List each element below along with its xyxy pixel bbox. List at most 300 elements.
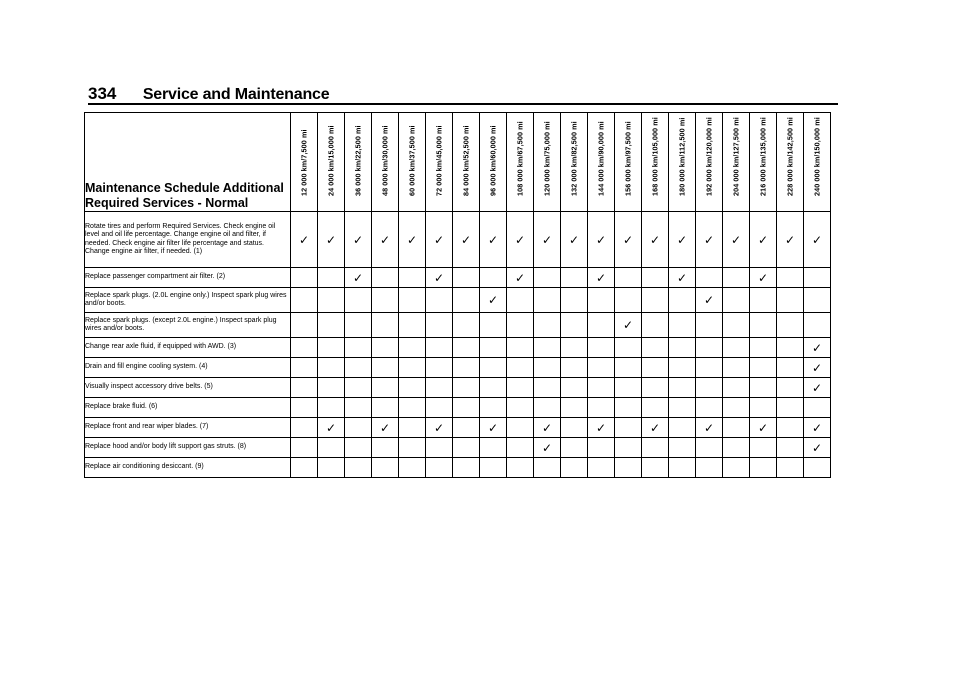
schedule-cell [426,338,453,358]
interval-header [318,113,345,212]
interval-header [804,113,831,212]
schedule-cell [561,378,588,398]
schedule-cell [615,398,642,418]
interval-header [561,113,588,212]
schedule-cell [561,458,588,478]
schedule-cell [804,313,831,338]
schedule-cell [345,458,372,478]
schedule-cell [291,438,318,458]
schedule-cell [507,458,534,478]
schedule-cell [507,313,534,338]
schedule-cell [723,438,750,458]
schedule-cell [426,313,453,338]
interval-label: 204 000 km/127,500 mi [731,117,741,196]
checkmark-icon: ✓ [676,270,688,285]
schedule-cell [345,418,372,438]
schedule-cell [453,358,480,378]
schedule-cell [372,212,399,268]
schedule-cell [318,212,345,268]
schedule-cell [723,313,750,338]
checkmark-icon: ✓ [703,420,715,435]
checkmark-icon: ✓ [487,420,499,435]
schedule-cell [588,313,615,338]
interval-header [777,113,804,212]
checkmark-icon: ✓ [487,293,499,307]
interval-label: 192 000 km/120,000 mi [704,117,714,196]
schedule-cell [291,268,318,288]
schedule-cell [696,212,723,268]
schedule-cell [399,438,426,458]
schedule-cell [669,313,696,338]
schedule-cell [291,212,318,268]
schedule-cell [507,418,534,438]
schedule-cell [318,358,345,378]
schedule-cell [453,458,480,478]
schedule-cell [561,212,588,268]
schedule-cell [291,458,318,478]
checkmark-icon: ✓ [784,232,796,247]
schedule-cell [696,268,723,288]
table-row [85,212,831,268]
interval-label: 144 000 km/90,000 mi [596,121,606,196]
schedule-cell [588,418,615,438]
schedule-cell [750,398,777,418]
table-row [85,313,831,338]
schedule-cell [318,313,345,338]
schedule-cell [777,378,804,398]
schedule-cell [399,313,426,338]
checkmark-icon: ✓ [811,380,823,395]
schedule-cell [750,358,777,378]
schedule-cell [723,288,750,313]
schedule-cell [345,438,372,458]
schedule-cell [642,438,669,458]
schedule-cell [534,358,561,378]
checkmark-icon: ✓ [406,232,418,247]
schedule-cell [399,268,426,288]
schedule-cell [318,378,345,398]
schedule-cell [426,358,453,378]
schedule-cell [291,288,318,313]
table-row [85,358,831,378]
service-description: Replace passenger compartment air filter. (2) [85,268,291,288]
schedule-cell [507,438,534,458]
schedule-cell [372,358,399,378]
schedule-cell [507,358,534,378]
schedule-cell [642,378,669,398]
schedule-cell [480,268,507,288]
service-description: Replace brake fluid. (6) [85,398,291,418]
schedule-cell [696,458,723,478]
schedule-cell [804,358,831,378]
schedule-cell [615,338,642,358]
service-description: Replace spark plugs. (except 2.0L engine.) Inspect spark plug wires and/or boots. [85,313,291,338]
schedule-cell [615,378,642,398]
schedule-cell [345,338,372,358]
interval-header [534,113,561,212]
schedule-cell [750,288,777,313]
schedule-cell [696,418,723,438]
schedule-cell [372,438,399,458]
checkmark-icon: ✓ [487,232,499,247]
schedule-cell [723,212,750,268]
checkmark-icon: ✓ [757,420,769,435]
schedule-cell [777,418,804,438]
checkmark-icon: ✓ [595,270,607,285]
interval-header-row [85,113,831,212]
schedule-cell [507,398,534,418]
interval-label: 120 000 km/75,000 mi [542,121,552,196]
schedule-cell [723,338,750,358]
schedule-cell [534,378,561,398]
checkmark-icon: ✓ [325,420,337,435]
interval-label: 36 000 km/22,500 mi [353,125,363,196]
checkmark-icon: ✓ [460,232,472,247]
schedule-cell [588,398,615,418]
table-row [85,288,831,313]
schedule-cell [723,358,750,378]
schedule-cell [669,438,696,458]
schedule-cell [804,268,831,288]
schedule-cell [399,358,426,378]
schedule-cell [642,358,669,378]
schedule-cell [453,338,480,358]
schedule-cell [696,398,723,418]
schedule-cell [318,438,345,458]
schedule-cell [588,338,615,358]
schedule-cell [696,438,723,458]
schedule-cell [480,313,507,338]
schedule-cell [291,378,318,398]
schedule-cell [696,378,723,398]
interval-header [723,113,750,212]
schedule-cell [696,313,723,338]
schedule-cell [723,268,750,288]
schedule-cell [669,458,696,478]
schedule-cell [318,288,345,313]
schedule-cell [507,338,534,358]
schedule-cell [561,438,588,458]
schedule-cell [534,212,561,268]
schedule-cell [291,338,318,358]
schedule-cell [480,338,507,358]
schedule-cell [588,458,615,478]
schedule-cell [750,418,777,438]
schedule-cell [318,338,345,358]
checkmark-icon: ✓ [514,270,526,285]
schedule-cell [777,358,804,378]
page-number: 334 [88,84,117,103]
checkmark-icon: ✓ [352,232,364,247]
schedule-cell [426,438,453,458]
schedule-cell [291,358,318,378]
schedule-cell [453,268,480,288]
schedule-cell [453,378,480,398]
table-row [85,458,831,478]
schedule-cell [561,288,588,313]
schedule-cell [750,313,777,338]
service-description: Replace air conditioning desiccant. (9) [85,458,291,478]
schedule-cell [399,398,426,418]
schedule-cell [372,338,399,358]
checkmark-icon: ✓ [730,232,742,247]
service-description: Replace spark plugs. (2.0L engine only.) Inspect spark plug wires and/or boots. [85,288,291,313]
schedule-cell [480,438,507,458]
interval-header [372,113,399,212]
schedule-cell [777,313,804,338]
interval-header [642,113,669,212]
checkmark-icon: ✓ [433,270,445,285]
interval-label: 12 000 km/7,500 mi [299,129,309,196]
schedule-cell [750,378,777,398]
header-rule [88,103,838,105]
interval-label: 168 000 km/105,000 mi [650,117,660,196]
schedule-cell [372,398,399,418]
schedule-cell [669,358,696,378]
schedule-cell [804,418,831,438]
schedule-cell [399,458,426,478]
checkmark-icon: ✓ [541,440,553,455]
schedule-cell [750,438,777,458]
checkmark-icon: ✓ [649,232,661,247]
schedule-cell [777,458,804,478]
schedule-cell [750,338,777,358]
schedule-cell [318,418,345,438]
schedule-cell [696,338,723,358]
schedule-cell [291,313,318,338]
schedule-cell [426,288,453,313]
service-description: Rotate tires and perform Required Services. Check engine oil level and oil life percentage. Change engine oil and filter, if needed. Check engine air filter life percentage and status. Change engine air filter, if needed. (1) [85,212,291,268]
schedule-cell [372,458,399,478]
interval-label: 216 000 km/135,000 mi [758,117,768,196]
interval-label: 228 000 km/142,500 mi [785,117,795,196]
schedule-cell [561,268,588,288]
schedule-cell [372,418,399,438]
checkmark-icon: ✓ [433,232,445,247]
checkmark-icon: ✓ [676,232,688,247]
schedule-cell [615,418,642,438]
table-row [85,338,831,358]
schedule-cell [804,378,831,398]
schedule-body [85,212,831,478]
schedule-cell [480,212,507,268]
table-row [85,438,831,458]
schedule-cell [669,212,696,268]
checkmark-icon: ✓ [595,232,607,247]
checkmark-icon: ✓ [757,232,769,247]
schedule-cell [561,313,588,338]
schedule-cell [372,378,399,398]
schedule-cell [561,358,588,378]
table-row [85,398,831,418]
schedule-cell [345,288,372,313]
interval-label: 156 000 km/97,500 mi [623,121,633,196]
schedule-cell [534,268,561,288]
checkmark-icon: ✓ [811,440,823,455]
checkmark-icon: ✓ [379,232,391,247]
interval-header [669,113,696,212]
schedule-cell [723,458,750,478]
service-description: Visually inspect accessory drive belts. (5) [85,378,291,398]
schedule-cell [345,398,372,418]
schedule-cell [453,212,480,268]
schedule-cell [588,358,615,378]
schedule-cell [534,418,561,438]
schedule-cell [372,268,399,288]
checkmark-icon: ✓ [433,420,445,435]
checkmark-icon: ✓ [811,360,823,375]
interval-label: 84 000 km/52,500 mi [461,125,471,196]
schedule-cell [480,418,507,438]
schedule-cell [696,288,723,313]
schedule-cell [615,358,642,378]
schedule-cell [534,338,561,358]
schedule-cell [642,288,669,313]
interval-header [615,113,642,212]
schedule-cell [615,268,642,288]
schedule-cell [642,313,669,338]
schedule-cell [372,288,399,313]
table-row [85,418,831,438]
schedule-cell [561,338,588,358]
interval-label: 24 000 km/15,000 mi [326,125,336,196]
schedule-cell [642,398,669,418]
schedule-cell [318,398,345,418]
schedule-cell [399,378,426,398]
schedule-cell [399,288,426,313]
schedule-cell [750,458,777,478]
schedule-cell [777,438,804,458]
checkmark-icon: ✓ [352,270,364,285]
schedule-cell [777,268,804,288]
maintenance-schedule-table [84,112,831,478]
schedule-cell [777,398,804,418]
schedule-cell [723,378,750,398]
interval-label: 108 000 km/67,500 mi [515,121,525,196]
schedule-cell [588,288,615,313]
interval-header [399,113,426,212]
schedule-cell [345,212,372,268]
schedule-cell [615,313,642,338]
interval-label: 96 000 km/60,000 mi [488,125,498,196]
schedule-cell [750,268,777,288]
schedule-cell [804,458,831,478]
schedule-cell [453,398,480,418]
schedule-cell [426,268,453,288]
section-title: Service and Maintenance [142,86,330,103]
schedule-cell [669,288,696,313]
schedule-cell [534,438,561,458]
schedule-cell [453,313,480,338]
interval-header [588,113,615,212]
schedule-cell [480,398,507,418]
schedule-cell [318,458,345,478]
schedule-cell [399,418,426,438]
schedule-cell [777,338,804,358]
interval-header [291,113,318,212]
checkmark-icon: ✓ [298,232,310,247]
schedule-cell [345,358,372,378]
schedule-cell [345,378,372,398]
schedule-cell [345,313,372,338]
schedule-cell [642,458,669,478]
service-description: Replace hood and/or body lift support gas struts. (8) [85,438,291,458]
interval-label: 180 000 km/112,500 mi [677,117,687,196]
interval-header [426,113,453,212]
interval-label: 240 000 km/150,000 mi [812,117,822,196]
schedule-cell [426,212,453,268]
interval-label: 48 000 km/30,000 mi [380,125,390,196]
schedule-cell [669,398,696,418]
schedule-cell [480,378,507,398]
schedule-cell [588,212,615,268]
schedule-cell [561,418,588,438]
checkmark-icon: ✓ [703,293,715,307]
schedule-cell [480,288,507,313]
schedule-cell [399,338,426,358]
checkmark-icon: ✓ [379,420,391,435]
schedule-cell [777,212,804,268]
checkmark-icon: ✓ [811,420,823,435]
schedule-cell [480,458,507,478]
table-row [85,378,831,398]
interval-header [696,113,723,212]
service-description: Change rear axle fluid, if equipped with AWD. (3) [85,338,291,358]
schedule-cell [750,212,777,268]
checkmark-icon: ✓ [595,420,607,435]
schedule-cell [615,212,642,268]
schedule-cell [642,268,669,288]
checkmark-icon: ✓ [649,420,661,435]
schedule-cell [804,288,831,313]
checkmark-icon: ✓ [811,340,823,355]
checkmark-icon: ✓ [541,232,553,247]
schedule-cell [669,268,696,288]
schedule-cell [480,358,507,378]
schedule-cell [642,418,669,438]
schedule-cell [669,378,696,398]
checkmark-icon: ✓ [325,232,337,247]
schedule-cell [507,378,534,398]
schedule-cell [804,212,831,268]
schedule-cell [696,358,723,378]
table-title: Maintenance Schedule Additional Required Services - Normal [85,113,291,212]
interval-label: 60 000 km/37,500 mi [407,125,417,196]
schedule-cell [669,418,696,438]
schedule-cell [291,418,318,438]
schedule-cell [426,458,453,478]
checkmark-icon: ✓ [622,232,634,247]
schedule-cell [642,338,669,358]
interval-header [750,113,777,212]
schedule-cell [642,212,669,268]
schedule-cell [588,438,615,458]
schedule-cell [291,398,318,418]
interval-header [480,113,507,212]
schedule-cell [426,418,453,438]
schedule-cell [615,438,642,458]
schedule-cell [723,398,750,418]
schedule-cell [534,458,561,478]
schedule-cell [399,212,426,268]
schedule-cell [507,268,534,288]
service-description: Drain and fill engine cooling system. (4) [85,358,291,378]
schedule-cell [345,268,372,288]
interval-label: 132 000 km/82,500 mi [569,121,579,196]
interval-label: 72 000 km/45,000 mi [434,125,444,196]
schedule-cell [534,398,561,418]
schedule-cell [453,288,480,313]
